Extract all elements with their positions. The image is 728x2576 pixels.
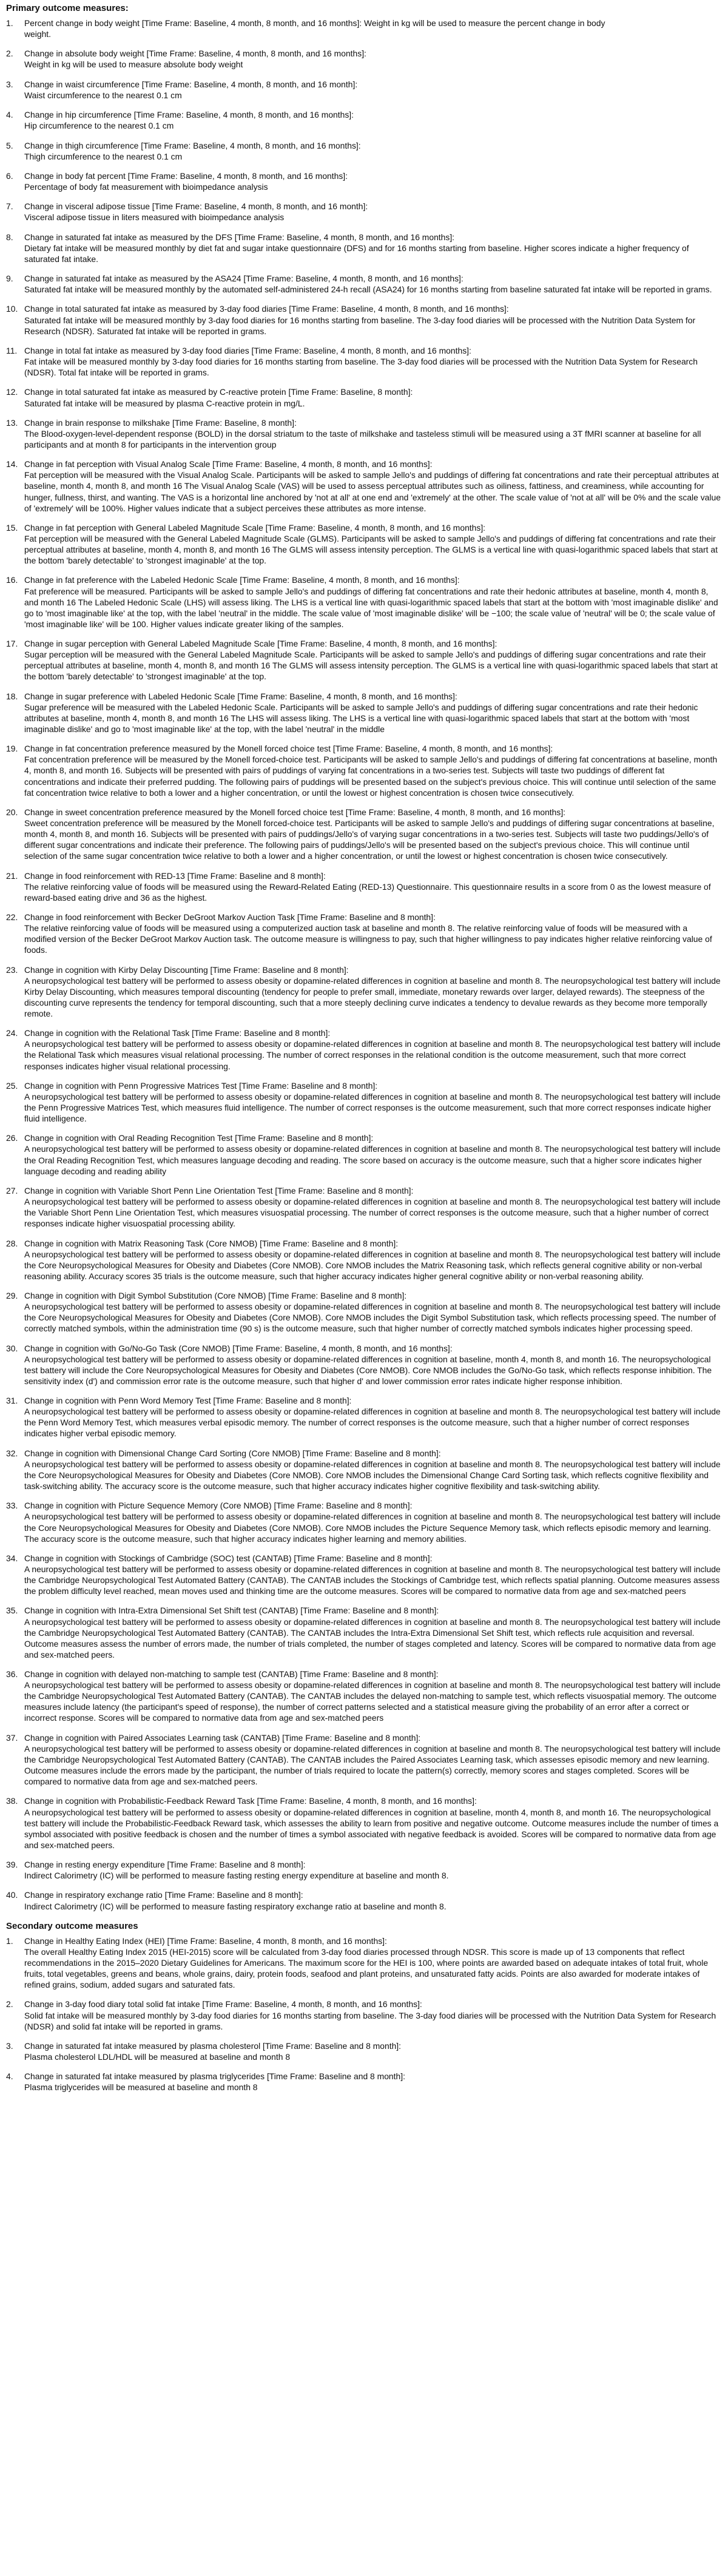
- item-description: Saturated fat intake will be measured by plasma C-reactive protein in mg/L.: [24, 398, 305, 408]
- primary-outcomes-heading: Primary outcome measures:: [6, 3, 129, 13]
- item-number: 32.: [6, 1448, 18, 1458]
- item-title: Change in saturated fat intake measured by plasma cholesterol [Time Frame: Baseline and 8 month]:: [24, 2040, 402, 2051]
- primary-outcome-item: [6, 1859, 721, 1881]
- item-number: 5.: [6, 140, 13, 150]
- item-description: A neuropsychological test battery will be performed to assess obesity or dopamine-related differences in cognition at baseline and month 8. The neuropsychological test battery will include the Cambridge Neuropsychological Test Automated Battery (CANTAB). The CANTAB includes the Paired Associates Learning task, which assesses episodic memory and new learning. Outcome measures include the errors made by the participant, the number of trials required to locate the pattern(s) correctly, memory scores and stages completed. Scores will be compared to normative data from age and sex-matched peers.: [24, 1743, 721, 1787]
- primary-outcome-item: [6, 1553, 721, 1596]
- item-number: 36.: [6, 1669, 18, 1680]
- item-title: Change in cognition with delayed non-matching to sample test (CANTAB) [Time Frame: Baseline and 8 month]:: [24, 1669, 439, 1680]
- item-description: Saturated fat intake will be measured monthly by 3-day food diaries for 16 months starting from baseline. The 3-day food diaries will be processed with the Nutrition Data System for Research (NDSR). Saturated fat intake will be reported in grams.: [24, 315, 696, 336]
- primary-outcome-item: [6, 140, 721, 162]
- primary-outcome-item: [6, 345, 721, 378]
- item-description: Weight in kg will be used to measure absolute body weight: [24, 59, 243, 70]
- primary-outcome-item: [6, 1238, 721, 1282]
- item-title: Change in cognition with Stockings of Cambridge (SOC) test (CANTAB) [Time Frame: Baseline and 8 month]:: [24, 1553, 433, 1563]
- primary-outcome-item: [6, 807, 721, 861]
- item-number: 34.: [6, 1553, 18, 1563]
- item-title: Change in resting energy expenditure [Time Frame: Baseline and 8 month]:: [24, 1860, 306, 1870]
- primary-outcome-item: [6, 273, 721, 295]
- item-title: Change in cognition with Penn Progressive Matrices Test [Time Frame: Baseline and 8 month]:: [24, 1080, 378, 1091]
- item-description: A neuropsychological test battery will be performed to assess obesity or dopamine-related differences in cognition at baseline and month 8. The neuropsychological test battery will include the Penn Progressive Matrices Test, which measures fluid intelligence. The number of correct responses is the outcome measurement, such that more correct responses indicate higher fluid intelligence.: [24, 1091, 721, 1124]
- item-title: Change in fat perception with Visual Analog Scale [Time Frame: Baseline, 4 month, 8 month, and 16 months]:: [24, 459, 433, 469]
- item-title: Change in cognition with Go/No-Go Task (Core NMOB) [Time Frame: Baseline, 4 month, 8 month, and 16 months]:: [24, 1343, 453, 1353]
- item-title: Change in saturated fat intake as measured by the ASA24 [Time Frame: Baseline, 4 month, 8 month, and 16 months]:: [24, 274, 463, 284]
- item-description: Fat preference will be measured. Participants will be asked to sample Jello's and puddings of differing fat concentrations and rate their hedonic attributes at baseline, month 4, month 8, and month 16 The Labeled Hedonic Scale (LHS) will assess liking. The LHS is a vertical line with quasi-logarithmic spaced labels that start at the bottom with 'most imaginable dislike' and go to 'most imaginable like' at the top, with the label 'neutral' in the middle. The scale value of 'most imaginable dislike' will be −100; the scale value of 'neutral' will be 0; the scale value of 'most imaginable like' will be 100. Higher values indicate greater liking of the samples.: [24, 586, 718, 629]
- primary-outcome-item: [6, 743, 721, 798]
- item-description: A neuropsychological test battery will be performed to assess obesity or dopamine-related differences in cognition at baseline, month 4, month 8, and month 16. The neuropsychological test battery will include the Core Neuropsychological Measures for Obesity and Diabetes (Core NMOB). Core NMOB includes the Go/No-Go task, which reflects response inhibition. The sensitivity index (d') and commission error rate is the outcome measure, such that higher d' and lower commission error rates indicate higher response inhibition.: [24, 1354, 712, 1386]
- item-description: A neuropsychological test battery will be performed to assess obesity or dopamine-related differences in cognition at baseline and month 8. The neuropsychological test battery will include the Variable Short Penn Line Orientation Test, which measures visuospatial processing. The number of correct responses is the outcome measure, such that a higher number of correct responses indicate higher visuospatial processing ability.: [24, 1197, 721, 1229]
- item-number: 13.: [6, 417, 18, 428]
- item-number: 4.: [6, 2071, 13, 2082]
- item-title: Change in sweet concentration preference measured by the Monell forced choice test [Time Frame: Baseline, 4 month, 8 month, and 16 months]:: [24, 807, 566, 817]
- item-title: Change in cognition with Digit Symbol Substitution (Core NMOB) [Time Frame: Baseline and 8 month]:: [24, 1291, 407, 1301]
- item-number: 1.: [6, 18, 13, 28]
- primary-outcome-item: [6, 1080, 721, 1124]
- item-title: Change in fat preference with the Labeled Hedonic Scale [Time Frame: Baseline, 4 month, 8 month, and 16 months]:: [24, 575, 460, 585]
- primary-outcome-item: [6, 1343, 721, 1387]
- item-description: A neuropsychological test battery will be performed to assess obesity or dopamine-related differences in cognition at baseline and month 8. The neuropsychological test battery will include the Penn Word Memory Test, which measures verbal episodic memory. The number of correct responses is the outcome measure, such that a higher number of correct responses indicates higher verbal episodic memory.: [24, 1407, 721, 1439]
- item-title: Change in fat perception with General Labeled Magnitude Scale [Time Frame: Baseline, 4 month, 8 month, and 16 months]:: [24, 522, 486, 533]
- item-number: 25.: [6, 1080, 18, 1091]
- item-title: Change in food reinforcement with Becker DeGroot Markov Auction Task [Time Frame: Baseline and 8 month]:: [24, 912, 436, 923]
- item-description: Indirect Calorimetry (IC) will be performed to measure fasting respiratory exchange ratio at baseline and month 8.: [24, 1901, 447, 1911]
- item-number: 24.: [6, 1028, 18, 1038]
- item-description: A neuropsychological test battery will be performed to assess obesity or dopamine-related differences in cognition at baseline and month 8. The neuropsychological test battery will include the Relational Task which measures visual relational processing. The number of correct responses in the relational condition is the outcome measurement, such that more correct responses indicates higher visual relational processing.: [24, 1039, 721, 1071]
- item-description: Saturated fat intake will be measured monthly by the automated self-administered 24-h recall (ASA24) for 16 months starting from baseline saturated fat intake will be reported in grams.: [24, 284, 712, 295]
- item-number: 18.: [6, 691, 18, 701]
- item-description: A neuropsychological test battery will be performed to assess obesity or dopamine-related differences in cognition at baseline and month 8. The neuropsychological test battery will include the Core Neuropsychological Measures for Obesity and Diabetes (Core NMOB). Core NMOB includes the Matrix Reasoning task, which reflects general cognitive ability or non-verbal reasoning ability. Accuracy scores 35 trials is the outcome measure, such that higher accuracy indicates higher general cognitive ability or non-verbal reasoning ability.: [24, 1249, 721, 1281]
- item-description: A neuropsychological test battery will be performed to assess obesity or dopamine-related differences in cognition at baseline and month 8. The neuropsychological test battery will include the Core Neuropsychological Measures for Obesity and Diabetes (Core NMOB). Core NMOB includes the Dimensional Change Card Sorting task, which reflects cognitive flexibility and task-switching ability. The accuracy score is the outcome measure, such that higher accuracy indicates higher cognitive flexibility and task-switching ability.: [24, 1459, 721, 1491]
- secondary-outcome-item: [6, 1935, 721, 1990]
- primary-outcome-item: [6, 1290, 721, 1334]
- primary-outcome-item: [6, 201, 721, 223]
- primary-outcome-item: [6, 1795, 721, 1850]
- item-number: 2.: [6, 49, 13, 59]
- primary-outcome-item: [6, 1500, 721, 1544]
- item-number: 38.: [6, 1796, 18, 1806]
- item-description: Visceral adipose tissue in liters measured with bioimpedance analysis: [24, 212, 285, 223]
- item-number: 17.: [6, 639, 18, 649]
- item-number: 28.: [6, 1238, 18, 1248]
- item-number: 39.: [6, 1860, 18, 1870]
- item-number: 10.: [6, 304, 18, 314]
- item-title: Change in total fat intake as measured by 3-day food diaries [Time Frame: Baseline, 4 month, 8 month, and 16 months]:: [24, 345, 471, 355]
- item-description: Dietary fat intake will be measured monthly by diet fat and sugar intake questionnaire (DFS) and for 16 months starting from baseline. Higher scores indicate a higher frequency of saturated fat intake.: [24, 243, 689, 264]
- item-title: Change in cognition with Variable Short Penn Line Orientation Test [Time Frame: Baseline and 8 month]:: [24, 1185, 414, 1196]
- item-number: 8.: [6, 232, 13, 242]
- primary-outcome-item: [6, 1185, 721, 1229]
- primary-outcome-item: [6, 870, 721, 903]
- item-description: Sweet concentration preference will be measured by the Monell forced-choice test. Participants will be asked to sample Jello's and puddings of differing sugar concentrations at baseline, month 4, month 8, and month 16. Subjects will be presented with pairs of puddings/Jello's of varying sugar concentrations in a two-series test. Subjects will taste two puddings/Jello's of different sugar concentrations and indicate their preference. The following pairs of puddings/Jello's will be presented based on the subject's previous choice. This will continue until selection of the same sugar concentration twice relative to both a lower and a higher concentration, or until the lowest or highest concentration is chosen twice consecutively.: [24, 818, 715, 861]
- item-title: Change in hip circumference [Time Frame: Baseline, 4 month, 8 month, and 16 months]:: [24, 110, 354, 120]
- item-title: Change in waist circumference [Time Frame: Baseline, 4 month, 8 month, and 16 month]:: [24, 79, 358, 89]
- item-number: 40.: [6, 1890, 18, 1900]
- primary-outcome-item: [6, 1732, 721, 1787]
- document-page: [6, 2, 721, 2102]
- primary-outcome-item: [6, 964, 721, 1019]
- item-number: 11.: [6, 345, 18, 355]
- primary-outcome-item: [6, 109, 721, 131]
- item-number: 20.: [6, 807, 18, 817]
- primary-outcome-item: [6, 232, 721, 264]
- item-number: 26.: [6, 1133, 18, 1143]
- item-description: A neuropsychological test battery will be performed to assess obesity or dopamine-related differences in cognition at baseline and month 8. The neuropsychological test battery will include the Cambridge Neuropsychological Test Automated Battery (CANTAB). The CANTAB includes the delayed non-matching to sample test, which reflects visuospatial memory. The outcome measures include latency (the participant's speed of response), the number of correct patterns selected and a statistical measure giving the probability of an error after a correct or incorrect response. Scores will be compared to normative data from age and sex-matched peers: [24, 1680, 721, 1723]
- item-number: 37.: [6, 1732, 18, 1743]
- item-number: 19.: [6, 744, 18, 754]
- primary-outcome-item: [6, 79, 721, 101]
- item-description: Fat concentration preference will be measured by the Monell forced-choice test. Participants will be asked to sample Jello's and puddings of differing fat concentrations at baseline, month 4, month 8, and month 16. Subjects will be presented with pairs of puddings of varying fat concentrations in a two-series test. Subjects will taste two puddings of different fat concentrations and indicate their preferred pudding. The following pairs of puddings will be presented based on the subject's previous choice. This will continue until selection of the same fat concentration twice relative to both a lower and a higher concentration, or until the lowest or highest concentration is chosen twice consecutively.: [24, 755, 718, 798]
- item-title: Change in cognition with Probabilistic-Feedback Reward Task [Time Frame: Baseline, 4 month, 8 month, and 16 months]:: [24, 1796, 477, 1806]
- item-number: 7.: [6, 201, 13, 212]
- item-title: Change in sugar preference with Labeled Hedonic Scale [Time Frame: Baseline, 4 month, 8 month, and 16 months]:: [24, 691, 457, 701]
- item-description: A neuropsychological test battery will be performed to assess obesity or dopamine-related differences in cognition at baseline and month 8. The neuropsychological test battery will include the Cambridge Neuropsychological Test Automated Battery (CANTAB). The CANTAB includes the Intra-Extra Dimensional Set Shift test, which reflects rule acquisition and reversal. Outcome measures assess the number of errors made, the number of trials completed, the number of stages completed and latency. Scores will be compared to normative data from age and sex-matched peers.: [24, 1616, 721, 1660]
- item-number: 30.: [6, 1343, 18, 1353]
- item-description: weight.: [24, 29, 52, 39]
- item-number: 12.: [6, 387, 18, 397]
- item-number: 4.: [6, 110, 13, 120]
- item-number: 31.: [6, 1396, 18, 1406]
- item-title: Change in saturated fat intake as measured by the DFS [Time Frame: Baseline, 4 month, 8 month, and 16 months]:: [24, 232, 455, 242]
- item-number: 33.: [6, 1501, 18, 1511]
- primary-outcome-item: [6, 691, 721, 735]
- item-description: The relative reinforcing value of foods will be measured using a computerized auction task at baseline and month 8. The relative reinforcing value of foods will be measured with a modified version of the Becker DeGroot Markov Auction task. The outcome measure is willingness to pay, such that higher willingness to pay indicates higher relative reinforcing value of foods.: [24, 923, 712, 955]
- item-title: Change in cognition with Penn Word Memory Test [Time Frame: Baseline and 8 month]:: [24, 1396, 352, 1406]
- primary-outcomes-list: [6, 18, 721, 1912]
- item-title: Change in thigh circumference [Time Frame: Baseline, 4 month, 8 month, and 16 months]:: [24, 140, 361, 150]
- item-number: 22.: [6, 912, 18, 923]
- item-number: 14.: [6, 459, 18, 469]
- primary-outcome-item: [6, 170, 721, 192]
- item-description: Solid fat intake will be measured monthly by 3-day food diaries for 16 months starting from baseline. The 3-day food diaries will be processed with the Nutrition Data System for Research (NDSR) and solid fat intake will be reported in grams.: [24, 2010, 716, 2031]
- item-number: 16.: [6, 575, 18, 585]
- item-title: Change in cognition with the Relational Task [Time Frame: Baseline and 8 month]:: [24, 1028, 331, 1038]
- item-description: Hip circumference to the nearest 0.1 cm: [24, 121, 174, 131]
- item-title: Change in respiratory exchange ratio [Time Frame: Baseline and 8 month]:: [24, 1890, 303, 1900]
- item-title: Change in cognition with Kirby Delay Discounting [Time Frame: Baseline and 8 month]:: [24, 964, 349, 975]
- item-number: 15.: [6, 522, 18, 533]
- secondary-outcome-item: [6, 1999, 721, 2031]
- primary-outcome-item: [6, 1889, 721, 1911]
- item-description: Fat perception will be measured with the General Labeled Magnitude Scale (GLMS). Participants will be asked to sample Jello's and puddings of differing fat concentrations and rate their perceptual attributes at baseline, month 4, month 8, and month 16 The GLMS will assess intensity perception. The GLMS is a vertical line with quasi-logarithmic spaced labels that start at the bottom 'barely detectable' to 'strongest imaginable' at the top.: [24, 534, 718, 566]
- item-title: Change in absolute body weight [Time Frame: Baseline, 4 month, 8 month, and 16 months]:: [24, 49, 366, 59]
- item-description: The Blood-oxygen-level-dependent response (BOLD) in the dorsal striatum to the taste of milkshake and tasteless stimuli will be measured using a 3T fMRI scanner at baseline for all participants and at month 8 for participants in the intervention group: [24, 428, 701, 449]
- item-description: The overall Healthy Eating Index 2015 (HEI-2015) score will be calculated from 3-day food diaries processed through NDSR. This score is made up of 13 components that reflect recommendations in the 2015–2020 Dietary Guidelines for Americans. The maximum score for the HEI is 100, where points are awarded based on adequate intakes of total fruit, whole fruits, total vegetables, greens and beans, whole grains, dairy, protein foods, seafood and plant proteins, and unsaturated fatty acids. Points are also awarded for moderate intakes of refined grains, sodium, added sugars and saturated fats.: [24, 1946, 709, 1990]
- primary-outcome-item: [6, 1027, 721, 1071]
- primary-outcome-item: [6, 417, 721, 450]
- item-description: Thigh circumference to the nearest 0.1 cm: [24, 151, 183, 161]
- item-number: 2.: [6, 1999, 13, 2009]
- item-description: Fat intake will be measured monthly by 3-day food diaries for 16 months starting from baseline. The 3-day food diaries will be processed with the Nutrition Data System for Research (NDSR). Total fat intake will be reported in grams.: [24, 357, 698, 378]
- item-description: Indirect Calorimetry (IC) will be performed to measure fasting resting energy expenditure at baseline and month 8.: [24, 1871, 449, 1881]
- primary-outcome-item: [6, 386, 721, 408]
- primary-outcome-item: [6, 1669, 721, 1723]
- item-title: Change in total saturated fat intake as measured by C-reactive protein [Time Frame: Baseline, 8 month]:: [24, 387, 413, 397]
- item-title: Change in saturated fat intake measured by plasma triglycerides [Time Frame: Baseline and 8 month]:: [24, 2071, 405, 2082]
- item-number: 6.: [6, 170, 13, 181]
- item-number: 29.: [6, 1291, 18, 1301]
- item-description: A neuropsychological test battery will be performed to assess obesity or dopamine-related differences in cognition at baseline and month 8. The neuropsychological test battery will include the Core Neuropsychological Measures for Obesity and Diabetes (Core NMOB). Core NMOB includes the Digit Symbol Substitution task, which reflects processing speed. The number of correctly matched symbols, within the administration time (90 s) is the outcome measure, such that higher number of correctly matched symbols indicates higher processing speed.: [24, 1302, 721, 1334]
- item-description: A neuropsychological test battery will be performed to assess obesity or dopamine-related differences in cognition at baseline and month 8. The neuropsychological test battery will include the Oral Reading Recognition Test, which measures language decoding and reading. The score based on accuracy is the outcome measure, such that a higher score indicates higher language decoding and reading ability: [24, 1144, 721, 1176]
- item-title: Change in total saturated fat intake as measured by 3-day food diaries [Time Frame: Baseline, 4 month, 8 month, and 16 months]:: [24, 304, 509, 314]
- item-number: 3.: [6, 2040, 13, 2051]
- item-description: Sugar preference will be measured with the Labeled Hedonic Scale. Participants will be asked to sample Jello's and puddings of differing sugar concentrations and rate their hedonic attributes at baseline, month 4, month 8, and month 16 The LHS will assess liking. The LHS is a vertical line with quasi-logarithmic spaced labels that start at the bottom with 'most imaginable dislike' and go to 'most imaginable like' at the top, with the label 'neutral' in the middle: [24, 702, 698, 734]
- item-title: Change in sugar perception with General Labeled Magnitude Scale [Time Frame: Baseline, 4 month, 8 month, and 16 months]:: [24, 639, 497, 649]
- item-number: 35.: [6, 1606, 18, 1616]
- primary-outcome-item: [6, 48, 721, 70]
- item-title: Change in body fat percent [Time Frame: Baseline, 4 month, 8 month, and 16 months]:: [24, 170, 348, 181]
- item-description: Fat perception will be measured with the Visual Analog Scale. Participants will be asked to sample Jello's and puddings of differing fat concentrations and rate their perceptual attributes at baseline, month 4, month 8, and month 16 The Visual Analog Scale (VAS) will be used to assess perceptual attributes such as oiliness, fattiness, and creaminess, while accounting for hunger, fullness, thirst, and wanting. The VAS is a horizontal line anchored by 'not at all' at one end and 'extremely' at the other. The scale value of 'not at all' will be 0% and the scale value of 'extremely' will be 100%. Higher values indicate that a subject perceives these attributes as more intense.: [24, 470, 721, 513]
- primary-outcome-item: [6, 638, 721, 682]
- primary-outcome-item: [6, 1132, 721, 1176]
- item-title: Change in cognition with Intra-Extra Dimensional Set Shift test (CANTAB) [Time Frame: Baseline and 8 month]:: [24, 1606, 439, 1616]
- item-description: A neuropsychological test battery will be performed to assess obesity or dopamine-related differences in cognition at baseline and month 8. The neuropsychological test battery will include Kirby Delay Discounting, which measures temporal discounting (tendency for people to prefer small, immediate, monetary rewards over larger, delayed rewards). The steepness of the discounting curve represents the tendency for temporal discounting, such that a more steeply declining curve indicates a tendency to devalue rewards as they become more temporally remote.: [24, 975, 721, 1018]
- item-title: Change in cognition with Matrix Reasoning Task (Core NMOB) [Time Frame: Baseline and 8 month]:: [24, 1238, 399, 1248]
- secondary-outcomes-list: [6, 1935, 721, 2093]
- secondary-outcomes-heading: Secondary outcome measures: [6, 1920, 138, 1931]
- primary-outcome-item: [6, 522, 721, 566]
- item-number: 23.: [6, 964, 18, 975]
- item-description: Percentage of body fat measurement with bioimpedance analysis: [24, 181, 268, 192]
- item-description: Plasma triglycerides will be measured at baseline and month 8: [24, 2082, 258, 2093]
- item-title: Change in Healthy Eating Index (HEI) [Time Frame: Baseline, 4 month, 8 month, and 16 months]:: [24, 1935, 387, 1946]
- item-title: Change in cognition with Picture Sequence Memory (Core NMOB) [Time Frame: Baseline and 8 month]:: [24, 1501, 413, 1511]
- item-description: Plasma cholesterol LDL/HDL will be measured at baseline and month 8: [24, 2052, 291, 2062]
- secondary-outcome-item: [6, 2071, 721, 2093]
- primary-outcome-item: [6, 303, 721, 336]
- item-title: Change in visceral adipose tissue [Time Frame: Baseline, 4 month, 8 month, and 16 month]:: [24, 201, 368, 212]
- item-number: 9.: [6, 274, 13, 284]
- item-title: Change in cognition with Paired Associates Learning task (CANTAB) [Time Frame: Baseline and 8 month]:: [24, 1732, 421, 1743]
- primary-outcome-item: [6, 1448, 721, 1491]
- item-description: A neuropsychological test battery will be performed to assess obesity or dopamine-related differences in cognition at baseline, month 4, month 8, and month 16. The neuropsychological test battery will include the Probabilistic-Feedback Reward task, which assesses the ability to learn from positive and negative outcome. Outcome measures include the number of times a symbol associated with positive feedback is chosen and the number of times a symbol associated with negative feedback is avoided. Scores will be compared to normative data from age and sex-matched peers.: [24, 1807, 719, 1850]
- item-description: A neuropsychological test battery will be performed to assess obesity or dopamine-related differences in cognition at baseline and month 8. The neuropsychological test battery will include the Core Neuropsychological Measures for Obesity and Diabetes (Core NMOB). Core NMOB includes the Picture Sequence Memory task, which reflects episodic memory and learning. The accuracy score is the outcome measure, such that higher accuracy indicates higher learning and memory abilities.: [24, 1512, 721, 1544]
- item-description: A neuropsychological test battery will be performed to assess obesity or dopamine-related differences in cognition at baseline and month 8. The neuropsychological test battery will include the Cambridge Neuropsychological Test Automated Battery (CANTAB). The CANTAB includes the Stockings of Cambridge test, which reflects spatial planning. Outcome measures assess the problem difficulty level reached, mean moves used and thinking time are the outcome measures. Scores will be compared to normative data from age and sex-matched peers: [24, 1564, 721, 1596]
- item-description: Sugar perception will be measured with the General Labeled Magnitude Scale. Participants will be asked to sample Jello's and puddings of differing sugar concentrations and rate their perceptual attributes at baseline, month 4, month 8, and month 16 The GLMS will assess intensity perception. The GLMS is a vertical line with quasi-logarithmic spaced labels that start at the bottom 'barely detectable' to 'strongest imaginable' at the top.: [24, 650, 718, 682]
- item-number: 21.: [6, 870, 18, 881]
- item-title: Change in 3-day food diary total solid fat intake [Time Frame: Baseline, 4 month, 8 month, and 16 months]:: [24, 1999, 422, 2009]
- item-title: Percent change in body weight [Time Frame: Baseline, 4 month, 8 month, and 16 months]: Weight in kg will be used to measure the percent change in body: [24, 18, 605, 28]
- item-number: 27.: [6, 1185, 18, 1196]
- item-title: Change in cognition with Oral Reading Recognition Test [Time Frame: Baseline and 8 month]:: [24, 1133, 374, 1143]
- item-title: Change in fat concentration preference measured by the Monell forced choice test [Time Frame: Baseline, 4 month, 8 month, and 16 months]:: [24, 744, 553, 754]
- item-number: 3.: [6, 79, 13, 89]
- primary-outcome-item: [6, 1395, 721, 1439]
- primary-outcome-item: [6, 459, 721, 513]
- item-title: Change in food reinforcement with RED-13 [Time Frame: Baseline and 8 month]:: [24, 870, 326, 881]
- primary-outcome-item: [6, 912, 721, 955]
- item-title: Change in brain response to milkshake [Time Frame: Baseline, 8 month]:: [24, 417, 297, 428]
- primary-outcome-item: [6, 574, 721, 629]
- item-description: The relative reinforcing value of foods will be measured using the Reward-Related Eating (RED-13) Questionnaire. This questionnaire results in a score from 0 as the lowest measure of reward-based eating drive and 36 as the highest.: [24, 881, 711, 903]
- primary-outcome-item: [6, 1605, 721, 1660]
- item-number: 1.: [6, 1935, 13, 1946]
- item-description: Waist circumference to the nearest 0.1 cm: [24, 90, 182, 100]
- primary-outcome-item: [6, 18, 721, 39]
- secondary-outcome-item: [6, 2040, 721, 2062]
- item-title: Change in cognition with Dimensional Change Card Sorting (Core NMOB) [Time Frame: Baseline and 8 month]:: [24, 1448, 441, 1458]
